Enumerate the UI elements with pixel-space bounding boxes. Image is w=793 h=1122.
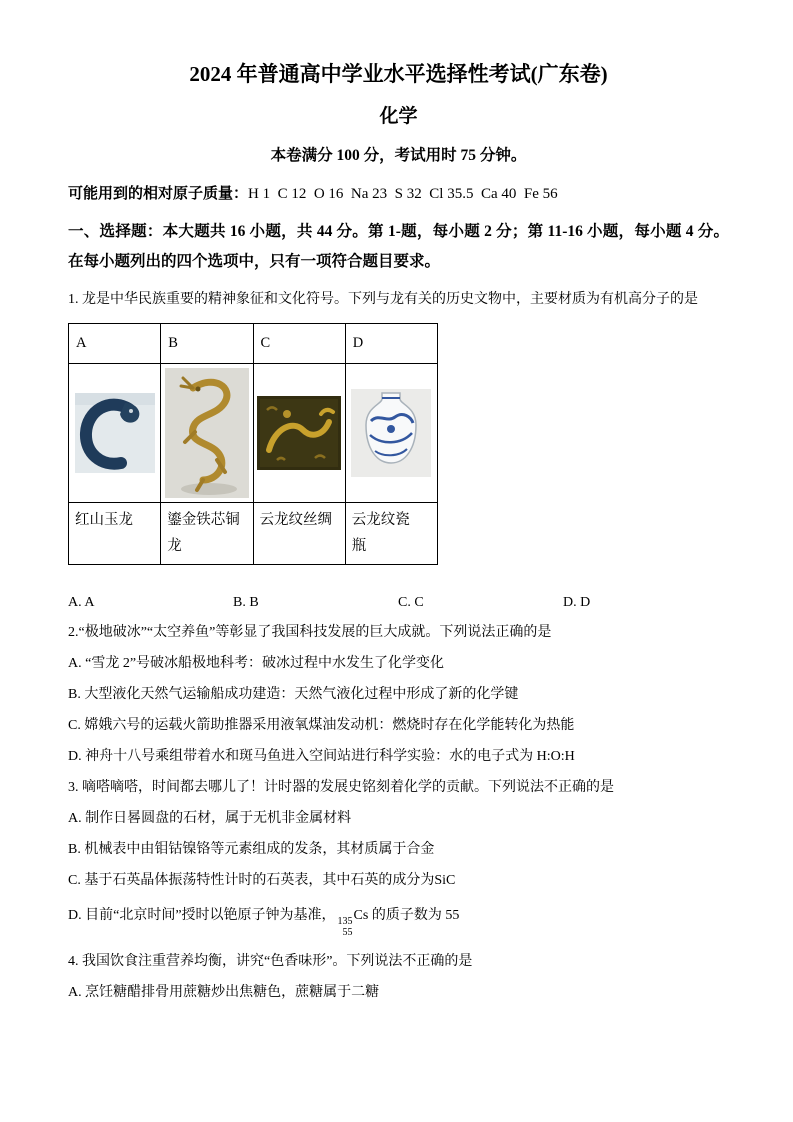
q4-stem: 4. 我国饮食注重营养均衡，讲究“色香味形”。下列说法不正确的是 (68, 954, 473, 970)
q2-option-d: D. 神舟十八号乘组带着水和斑马鱼进入空间站进行科学实验：水的电子式为 H:O:H (68, 749, 575, 765)
q3-stem: 3. 嘀嗒嘀嗒，时间都去哪儿了！计时器的发展史铭刻着化学的贡献。下列说法不正确的是 (68, 780, 614, 796)
q3-option-d (68, 896, 729, 938)
caption-silk-dragon: 云龙纹丝绸 (253, 503, 345, 565)
isotope-mass-number: 135 (337, 916, 353, 928)
q2-option-b: B. 大型液化天然气运输船成功建造：天然气液化过程中形成了新的化学键 (68, 687, 519, 703)
table-header-c: C (253, 324, 345, 364)
q3-option-c: C. 基于石英晶体振荡特性计时的石英表，其中石英的成分为SiC (68, 873, 456, 889)
caption-porcelain-vase-text: 云龙纹瓷瓶 (351, 512, 410, 554)
atomic-mass-label: 可能用到的相对原子质量： (68, 186, 249, 202)
q2-option-a: A. “雪龙 2”号破冰船极地科考：破冰过程中水发生了化学变化 (68, 656, 445, 672)
cloud-dragon-silk-image (257, 396, 341, 470)
atomic-mass-values: H 1 C 12 O 16 Na 23 S 32 Cl 35.5 Ca 40 Fe 56 (248, 186, 558, 202)
artifact-table (68, 323, 438, 565)
q3-option-b: B. 机械表中由钼钴镍铬等元素组成的发条，其材质属于合金 (68, 842, 435, 858)
q2-option-c: C. 嫦娥六号的运载火箭助推器采用液氧煤油发动机：燃烧时存在化学能转化为热能 (68, 718, 575, 734)
q1-stem: 1. 龙是中华民族重要的精神象征和文化符号。下列与龙有关的历史文物中，主要材质为有机高分子的是 (68, 292, 698, 308)
q1-answer-d: D. D (563, 595, 591, 611)
exam-info-line: 本卷满分 100 分，考试用时 75 分钟。 (270, 147, 527, 164)
question-4 (68, 946, 729, 1008)
isotope-symbol: Cs (353, 908, 369, 924)
q1-answer-c: C. C (398, 595, 424, 611)
image-cell-bronze-dragon (161, 364, 253, 503)
q3-option-d-prefix: D. 目前“北京时间”授时以铯原子钟为基准， (68, 908, 336, 924)
isotope-notation (338, 917, 353, 938)
artifact-table-caption-row (69, 503, 438, 565)
artifact-table-image-row (69, 364, 438, 503)
q1-answer-b: B. B (233, 595, 259, 611)
q3-option-d-suffix: 的质子数为 55 (368, 908, 460, 924)
exam-subject: 化学 (379, 106, 418, 127)
artifact-table-header-row (69, 324, 438, 364)
q3-option-a: A. 制作日晷圆盘的石材，属于无机非金属材料 (68, 811, 352, 827)
q1-answer-a: A. A (68, 595, 95, 611)
image-cell-porcelain-vase (345, 364, 437, 503)
exam-title: 2024 年普通高中学业水平选择性考试(广东卷) (189, 62, 608, 86)
caption-porcelain-vase (345, 503, 437, 565)
caption-bronze-dragon: 鎏金铁芯铜龙 (161, 503, 253, 565)
cloud-dragon-porcelain-vase-image (351, 389, 431, 477)
section1-header: 一、选择题：本大题共 16 小题，共 44 分。第 1-题，每小题 2 分；第 11-16 小题，每小题 4 分。在每小题列出的四个选项中，只有一项符合题目要求。 (68, 223, 729, 271)
q4-option-a: A. 烹饪糖醋排骨用蔗糖炒出焦糖色，蔗糖属于二糖 (68, 985, 380, 1001)
question-2 (68, 617, 729, 772)
caption-jade-dragon: 红山玉龙 (69, 503, 161, 565)
image-cell-jade-dragon (69, 364, 161, 503)
image-cell-silk-dragon (253, 364, 345, 503)
atomic-mass-line (68, 182, 729, 203)
isotope-atomic-number: 55 (342, 926, 353, 938)
table-header-d: D (345, 324, 437, 364)
question-3 (68, 772, 729, 938)
gilt-bronze-dragon-image (165, 368, 249, 498)
q2-stem: 2.“极地破冰”“太空养鱼”等彰显了我国科技发展的巨大成就。下列说法正确的是 (68, 625, 552, 641)
q1-answers-row (68, 595, 729, 611)
red-mountain-jade-dragon-image (75, 393, 155, 473)
table-header-a: A (69, 324, 161, 364)
table-header-b: B (161, 324, 253, 364)
